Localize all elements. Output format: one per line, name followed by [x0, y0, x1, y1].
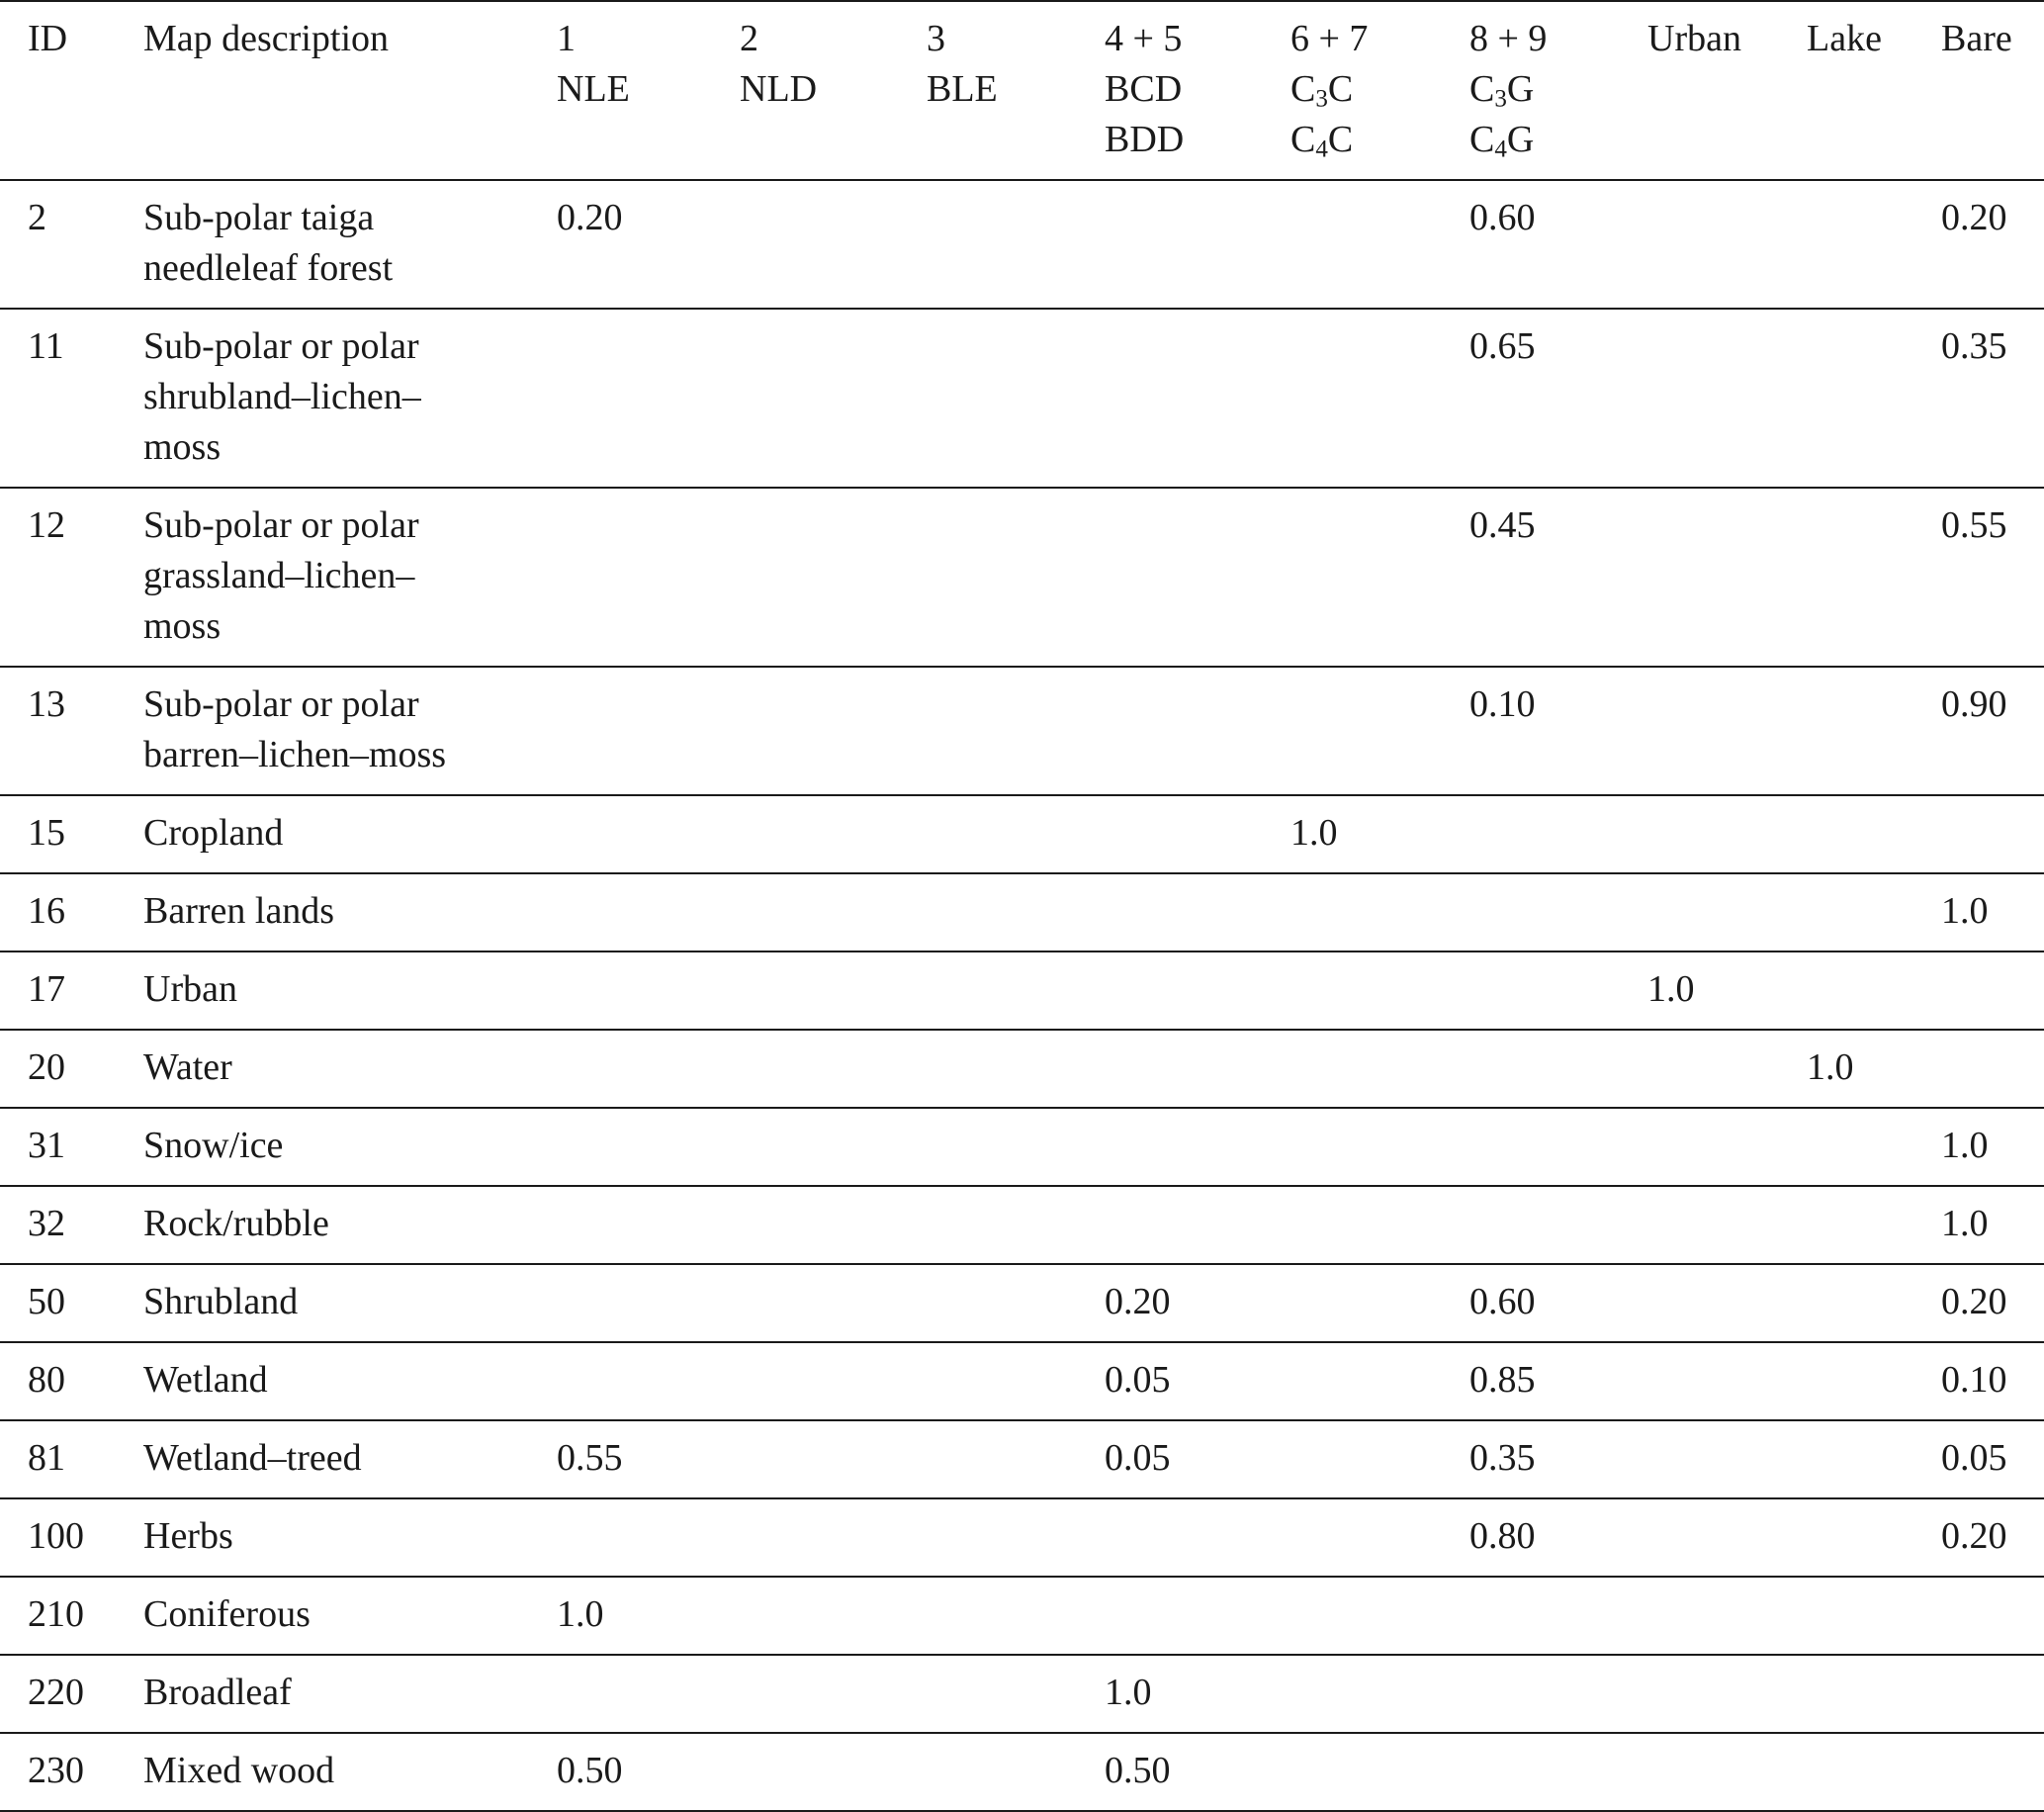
- fraction-cell: [1105, 873, 1290, 951]
- description-line: Herbs: [143, 1515, 233, 1557]
- fraction-cell: [1647, 1420, 1807, 1498]
- map-description-cell: [143, 1655, 557, 1733]
- column-header-line: 6 + 7: [1290, 18, 1369, 59]
- fraction-cell: [1469, 795, 1647, 873]
- fraction-cell: [1105, 309, 1290, 488]
- description-line: shrubland–lichen–: [143, 376, 421, 417]
- description-line: Snow/ice: [143, 1125, 284, 1166]
- fraction-cell: [927, 1733, 1105, 1811]
- description-line: Sub-polar or polar: [143, 683, 419, 725]
- fraction-cell: 0.80: [1469, 1515, 1536, 1557]
- fraction-cell: 0.90: [1941, 683, 2007, 725]
- fraction-cell: [1290, 488, 1469, 667]
- description-line: Shrubland: [143, 1281, 299, 1322]
- fraction-cell: [1647, 1342, 1807, 1420]
- row-id-cell: 16: [28, 890, 65, 932]
- fraction-cell: [1105, 1577, 1290, 1655]
- row-id-cell: 20: [28, 1046, 65, 1088]
- fraction-cell: [1807, 1342, 1941, 1420]
- fraction-cell: [740, 873, 927, 951]
- fraction-cell: [1807, 1498, 1941, 1577]
- fraction-cell: 0.55: [557, 1437, 623, 1479]
- fraction-cell: [1807, 951, 1941, 1030]
- fraction-cell: [1105, 795, 1290, 873]
- fraction-cell: [740, 795, 927, 873]
- description-line: Barren lands: [143, 890, 335, 932]
- row-id-cell: 12: [28, 504, 65, 546]
- fraction-cell: [1647, 180, 1807, 309]
- description-line: needleleaf forest: [143, 247, 394, 289]
- fraction-cell: [557, 1498, 740, 1577]
- fraction-cell: [1647, 873, 1807, 951]
- fraction-cell: 0.05: [1941, 1437, 2007, 1479]
- map-description-cell: [143, 951, 557, 1030]
- table-row: [0, 309, 2044, 488]
- row-id-cell: 2: [28, 197, 46, 238]
- column-header: [740, 1, 927, 180]
- column-header-line: BLE: [927, 68, 998, 110]
- fraction-cell: [1807, 1108, 1941, 1186]
- fraction-cell: [557, 488, 740, 667]
- description-line: moss: [143, 426, 222, 468]
- fraction-cell: [1647, 1108, 1807, 1186]
- fraction-cell: [1469, 951, 1647, 1030]
- fraction-cell: [1290, 1186, 1469, 1264]
- column-header-line: $C_3C$: [1290, 68, 1354, 113]
- fraction-cell: [927, 951, 1105, 1030]
- fraction-cell: [1290, 873, 1469, 951]
- fraction-cell: [1647, 1655, 1807, 1733]
- table-row: [0, 1264, 2044, 1342]
- map-description-cell: [143, 667, 557, 795]
- fraction-cell: [1647, 1030, 1807, 1108]
- column-header: [927, 1, 1105, 180]
- fraction-cell: [927, 1186, 1105, 1264]
- description-line: Sub-polar or polar: [143, 325, 419, 367]
- fraction-cell: [1105, 1498, 1290, 1577]
- fraction-cell: [1290, 1498, 1469, 1577]
- fraction-cell: [1807, 180, 1941, 309]
- fraction-cell: [557, 951, 740, 1030]
- column-header: [1290, 1, 1469, 180]
- column-header-line: NLE: [557, 68, 630, 110]
- fraction-cell: 0.35: [1469, 1437, 1536, 1479]
- fraction-cell: [927, 309, 1105, 488]
- fraction-cell: [1941, 1030, 2044, 1108]
- row-id-cell: 210: [28, 1593, 84, 1635]
- fraction-cell: [557, 1108, 740, 1186]
- row-id-cell: 100: [28, 1515, 84, 1557]
- row-id-cell: 50: [28, 1281, 65, 1322]
- fraction-cell: [1105, 1108, 1290, 1186]
- fraction-cell: [1647, 1577, 1807, 1655]
- fraction-cell: [1647, 1186, 1807, 1264]
- column-header-line: 4 + 5: [1105, 18, 1183, 59]
- table-row: [0, 1420, 2044, 1498]
- fraction-cell: [1290, 1108, 1469, 1186]
- fraction-cell: 0.50: [1105, 1750, 1171, 1791]
- fraction-cell: [740, 180, 927, 309]
- fraction-cell: [557, 1342, 740, 1420]
- column-header-line: Bare: [1941, 18, 2012, 59]
- column-header-line: 2: [740, 18, 758, 59]
- description-line: Rock/rubble: [143, 1203, 329, 1244]
- table-row: [0, 1186, 2044, 1264]
- fraction-cell: [1807, 488, 1941, 667]
- fraction-cell: [927, 1030, 1105, 1108]
- column-header-line: Urban: [1647, 18, 1741, 59]
- fraction-cell: [1469, 873, 1647, 951]
- fraction-cell: [927, 180, 1105, 309]
- fraction-cell: [1290, 1342, 1469, 1420]
- fraction-cell: [1290, 1030, 1469, 1108]
- fraction-cell: 0.20: [1941, 197, 2007, 238]
- description-line: Wetland–treed: [143, 1437, 362, 1479]
- fraction-cell: 1.0: [1941, 1203, 1989, 1244]
- column-header-line: 3: [927, 18, 945, 59]
- column-header: [557, 1, 740, 180]
- column-header: [0, 1, 143, 180]
- column-header: [1105, 1, 1290, 180]
- column-header-line: NLD: [740, 68, 818, 110]
- fraction-cell: [557, 667, 740, 795]
- table-row: [0, 1733, 2044, 1811]
- fraction-cell: [1807, 309, 1941, 488]
- fraction-cell: [557, 1030, 740, 1108]
- fraction-cell: [1941, 951, 2044, 1030]
- table-row: [0, 1498, 2044, 1577]
- row-id-cell: 81: [28, 1437, 65, 1479]
- column-header-line: Map description: [143, 18, 390, 59]
- description-line: Sub-polar or polar: [143, 504, 419, 546]
- column-header-line: BDD: [1105, 119, 1185, 160]
- fraction-cell: [1469, 1186, 1647, 1264]
- fraction-cell: 1.0: [1105, 1672, 1152, 1713]
- fraction-cell: [927, 1420, 1105, 1498]
- fraction-cell: 0.60: [1469, 197, 1536, 238]
- description-line: barren–lichen–moss: [143, 734, 447, 775]
- fraction-cell: [927, 795, 1105, 873]
- row-id-cell: 11: [28, 325, 64, 367]
- fraction-cell: 0.50: [557, 1750, 623, 1791]
- fraction-cell: [740, 667, 927, 795]
- map-description-cell: [143, 1342, 557, 1420]
- fraction-cell: [1290, 667, 1469, 795]
- table-row: [0, 488, 2044, 667]
- table-row: [0, 795, 2044, 873]
- fraction-cell: [1941, 1655, 2044, 1733]
- fraction-cell: [1469, 1108, 1647, 1186]
- fraction-cell: [740, 1342, 927, 1420]
- fraction-cell: 1.0: [1941, 890, 1989, 932]
- fraction-cell: [557, 1655, 740, 1733]
- description-line: Mixed wood: [143, 1750, 335, 1791]
- row-id-cell: 230: [28, 1750, 84, 1791]
- map-description-cell: [143, 1498, 557, 1577]
- fraction-cell: 0.65: [1469, 325, 1536, 367]
- fraction-cell: [1647, 667, 1807, 795]
- map-description-cell: [143, 1264, 557, 1342]
- fraction-cell: [1105, 667, 1290, 795]
- fraction-cell: [927, 1342, 1105, 1420]
- header-row: [0, 1, 2044, 180]
- fraction-cell: [1807, 1577, 1941, 1655]
- description-line: Urban: [143, 968, 237, 1010]
- fraction-cell: [1807, 1264, 1941, 1342]
- fraction-cell: 1.0: [557, 1593, 604, 1635]
- fraction-cell: [1807, 1186, 1941, 1264]
- fraction-cell: [927, 667, 1105, 795]
- fraction-cell: [1469, 1577, 1647, 1655]
- column-header: [1647, 1, 1807, 180]
- description-line: Sub-polar taiga: [143, 197, 375, 238]
- fraction-cell: [740, 1264, 927, 1342]
- fraction-cell: [1105, 1030, 1290, 1108]
- map-description-cell: [143, 1108, 557, 1186]
- row-id-cell: 17: [28, 968, 65, 1010]
- fraction-cell: [1469, 1733, 1647, 1811]
- fraction-cell: [740, 1420, 927, 1498]
- column-header: [1469, 1, 1647, 180]
- fraction-cell: [740, 1030, 927, 1108]
- fraction-cell: 0.10: [1469, 683, 1536, 725]
- map-description-cell: [143, 795, 557, 873]
- fraction-cell: [557, 795, 740, 873]
- row-id-cell: 32: [28, 1203, 65, 1244]
- fraction-cell: [1105, 180, 1290, 309]
- fraction-cell: 0.05: [1105, 1437, 1171, 1479]
- column-header-line: 1: [557, 18, 576, 59]
- fraction-cell: [740, 1108, 927, 1186]
- table-row: [0, 667, 2044, 795]
- table-header: [0, 1, 2044, 180]
- fraction-cell: 1.0: [1290, 812, 1338, 854]
- fraction-cell: [1647, 795, 1807, 873]
- fraction-cell: [740, 951, 927, 1030]
- fraction-cell: [1941, 1733, 2044, 1811]
- fraction-cell: 0.60: [1469, 1281, 1536, 1322]
- fraction-cell: [1469, 1655, 1647, 1733]
- fraction-cell: [557, 1186, 740, 1264]
- map-description-cell: [143, 1577, 557, 1655]
- column-header: [1807, 1, 1941, 180]
- fraction-cell: [927, 1264, 1105, 1342]
- map-description-cell: [143, 180, 557, 309]
- column-header: [1941, 1, 2044, 180]
- column-header-line: BCD: [1105, 68, 1183, 110]
- fraction-cell: [1290, 1420, 1469, 1498]
- fraction-cell: 0.20: [1105, 1281, 1171, 1322]
- fraction-cell: 0.20: [1941, 1515, 2007, 1557]
- fraction-cell: [1807, 1733, 1941, 1811]
- fraction-cell: [557, 873, 740, 951]
- map-description-cell: [143, 1733, 557, 1811]
- fraction-cell: [1647, 488, 1807, 667]
- row-id-cell: 31: [28, 1125, 65, 1166]
- description-line: grassland–lichen–: [143, 555, 415, 596]
- fraction-cell: [1941, 795, 2044, 873]
- fraction-cell: 0.55: [1941, 504, 2007, 546]
- table-row: [0, 951, 2044, 1030]
- fraction-cell: [1807, 795, 1941, 873]
- fraction-cell: [1807, 667, 1941, 795]
- map-description-cell: [143, 1186, 557, 1264]
- column-header-line: $C_4C$: [1290, 119, 1354, 163]
- fraction-cell: 1.0: [1647, 968, 1695, 1010]
- fraction-cell: [1105, 488, 1290, 667]
- column-header-line: $C_4G$: [1469, 119, 1535, 163]
- column-header-line: ID: [28, 18, 68, 59]
- description-line: Coniferous: [143, 1593, 311, 1635]
- fraction-cell: [557, 1264, 740, 1342]
- fraction-cell: [740, 1498, 927, 1577]
- fraction-cell: [1807, 1420, 1941, 1498]
- fraction-cell: [927, 1498, 1105, 1577]
- column-header-line: $C_3G$: [1469, 68, 1535, 113]
- table-row: [0, 180, 2044, 309]
- description-line: Water: [143, 1046, 232, 1088]
- fraction-cell: [1290, 1655, 1469, 1733]
- fraction-cell: [1941, 1577, 2044, 1655]
- column-header-line: 8 + 9: [1469, 18, 1548, 59]
- fraction-cell: [1290, 180, 1469, 309]
- fraction-cell: 1.0: [1807, 1046, 1854, 1088]
- row-id-cell: 80: [28, 1359, 65, 1401]
- fraction-cell: [1290, 1577, 1469, 1655]
- fraction-cell: [927, 873, 1105, 951]
- fraction-cell: [927, 1108, 1105, 1186]
- fraction-cell: 1.0: [1941, 1125, 1989, 1166]
- column-header: [143, 1, 557, 180]
- fraction-cell: [1290, 309, 1469, 488]
- description-line: Cropland: [143, 812, 284, 854]
- fraction-cell: 0.20: [1941, 1281, 2007, 1322]
- map-description-cell: [143, 873, 557, 951]
- column-header-line: Lake: [1807, 18, 1882, 59]
- fraction-cell: [740, 1655, 927, 1733]
- fraction-cell: 0.35: [1941, 325, 2007, 367]
- table-row: [0, 1108, 2044, 1186]
- map-description-cell: [143, 1420, 557, 1498]
- fraction-cell: [740, 488, 927, 667]
- fraction-cell: [1807, 1655, 1941, 1733]
- table-row: [0, 1577, 2044, 1655]
- table-body: [0, 180, 2044, 1811]
- fraction-cell: [1807, 873, 1941, 951]
- fraction-cell: [1647, 1264, 1807, 1342]
- fraction-cell: [1105, 1186, 1290, 1264]
- fraction-cell: 0.85: [1469, 1359, 1536, 1401]
- fraction-cell: [1290, 1264, 1469, 1342]
- fraction-cell: [1647, 1498, 1807, 1577]
- fraction-cell: [1647, 1733, 1807, 1811]
- fraction-cell: [740, 1186, 927, 1264]
- table-row: [0, 1030, 2044, 1108]
- map-description-cell: [143, 1030, 557, 1108]
- fraction-cell: 0.45: [1469, 504, 1536, 546]
- fraction-cell: [1290, 1733, 1469, 1811]
- fraction-cell: [1105, 951, 1290, 1030]
- table-row: [0, 1655, 2044, 1733]
- map-description-cell: [143, 309, 557, 488]
- fraction-cell: [927, 1577, 1105, 1655]
- row-id-cell: 13: [28, 683, 65, 725]
- fraction-cell: [1290, 951, 1469, 1030]
- table-row: [0, 1342, 2044, 1420]
- table-row: [0, 873, 2044, 951]
- description-line: Wetland: [143, 1359, 268, 1401]
- description-line: moss: [143, 605, 222, 647]
- fraction-cell: [1469, 1030, 1647, 1108]
- description-line: Broadleaf: [143, 1672, 292, 1713]
- fraction-cell: 0.20: [557, 197, 623, 238]
- map-description-cell: [143, 488, 557, 667]
- fraction-cell: 0.10: [1941, 1359, 2007, 1401]
- fraction-cell: 0.05: [1105, 1359, 1171, 1401]
- fraction-cell: [927, 1655, 1105, 1733]
- fraction-cell: [557, 309, 740, 488]
- row-id-cell: 15: [28, 812, 65, 854]
- fraction-cell: [927, 488, 1105, 667]
- fraction-cell: [1647, 309, 1807, 488]
- fraction-cell: [740, 309, 927, 488]
- fraction-cell: [740, 1577, 927, 1655]
- fraction-cell: [740, 1733, 927, 1811]
- row-id-cell: 220: [28, 1672, 84, 1713]
